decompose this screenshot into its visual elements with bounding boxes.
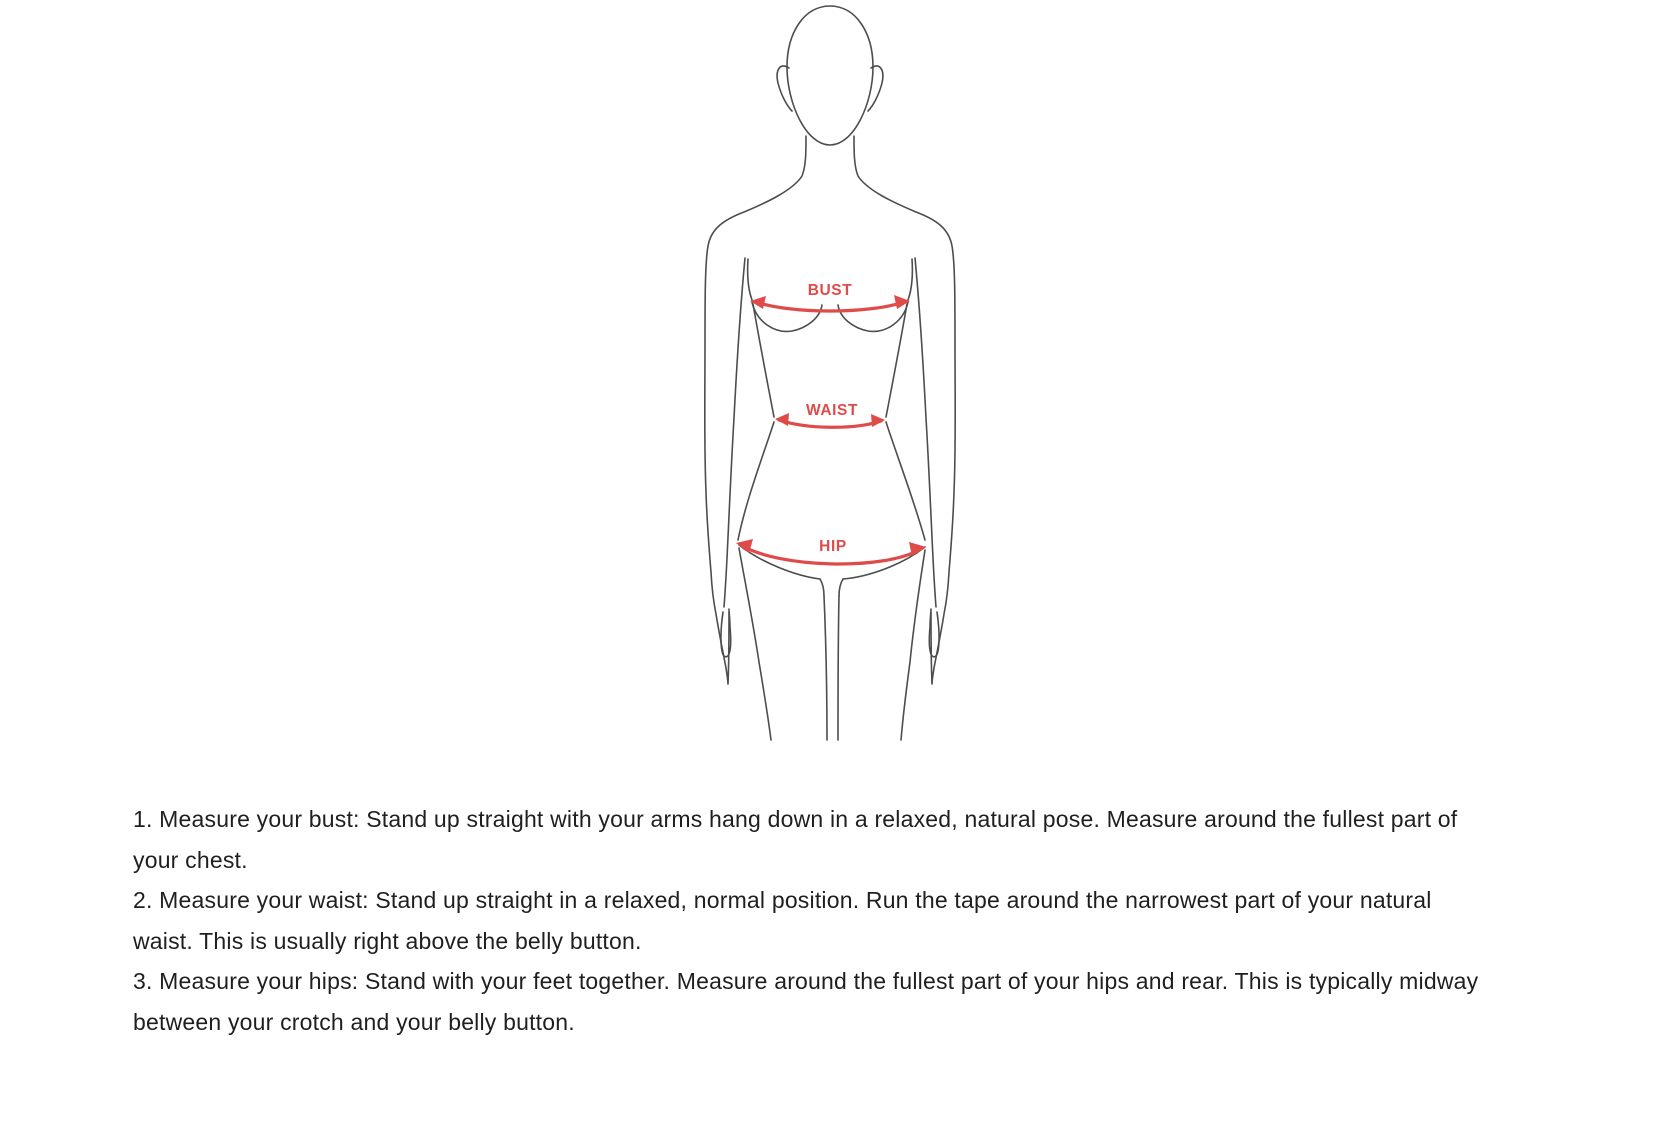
right-neck-shoulder-arm (854, 136, 955, 684)
left-inner-arm (724, 258, 745, 607)
crotch-stem-right (839, 579, 843, 596)
body-figure-svg (660, 0, 1000, 745)
right-hip-flare (886, 422, 925, 540)
waist-arrow-left (775, 413, 789, 426)
instruction-item-hips: 3. Measure your hips: Stand with your feet together. Measure around the fullest part of your hips and rear. This is typically midway between your crotch and your belly button. (133, 968, 1479, 1035)
bust-label: BUST (807, 282, 853, 299)
bust-arrow-right (894, 295, 910, 309)
crotch-stem-left (820, 579, 824, 596)
left-torso-side (753, 304, 774, 417)
head-outline (787, 6, 873, 145)
waist-arrow-right (871, 414, 885, 427)
right-inner-leg (838, 596, 839, 740)
instruction-item-bust: 1. Measure your bust: Stand up straight with your arms hang down in a relaxed, natural pose. Measure around the fullest part of your chest. (133, 806, 1458, 873)
right-outer-leg (901, 550, 925, 740)
left-ear (777, 66, 792, 111)
left-breast-top (748, 259, 752, 300)
left-hip-flare (738, 422, 774, 540)
measurement-lines (736, 295, 926, 564)
hip-label: HIP (819, 538, 847, 555)
waist-measure-line (779, 420, 881, 427)
left-neck-shoulder-arm (705, 136, 806, 684)
right-ear (868, 66, 883, 111)
right-breast-top (908, 259, 912, 300)
instruction-item-waist: 2. Measure your waist: Stand up straight in a relaxed, normal position. Run the tape around the narrowest part of your natural waist. This is usually right above the belly button. (133, 887, 1432, 954)
left-inner-leg (824, 596, 827, 740)
bust-measure-line (756, 302, 904, 311)
right-inner-arm (915, 258, 936, 607)
left-hand-inner-edge (728, 612, 729, 683)
right-hand-inner-edge (931, 612, 932, 683)
left-outer-leg (739, 548, 771, 740)
waist-label: WAIST (805, 402, 859, 419)
body-outline (705, 6, 956, 740)
right-torso-side (886, 304, 907, 417)
body-measurement-diagram (660, 0, 1000, 745)
measurement-instructions (133, 799, 1495, 1042)
